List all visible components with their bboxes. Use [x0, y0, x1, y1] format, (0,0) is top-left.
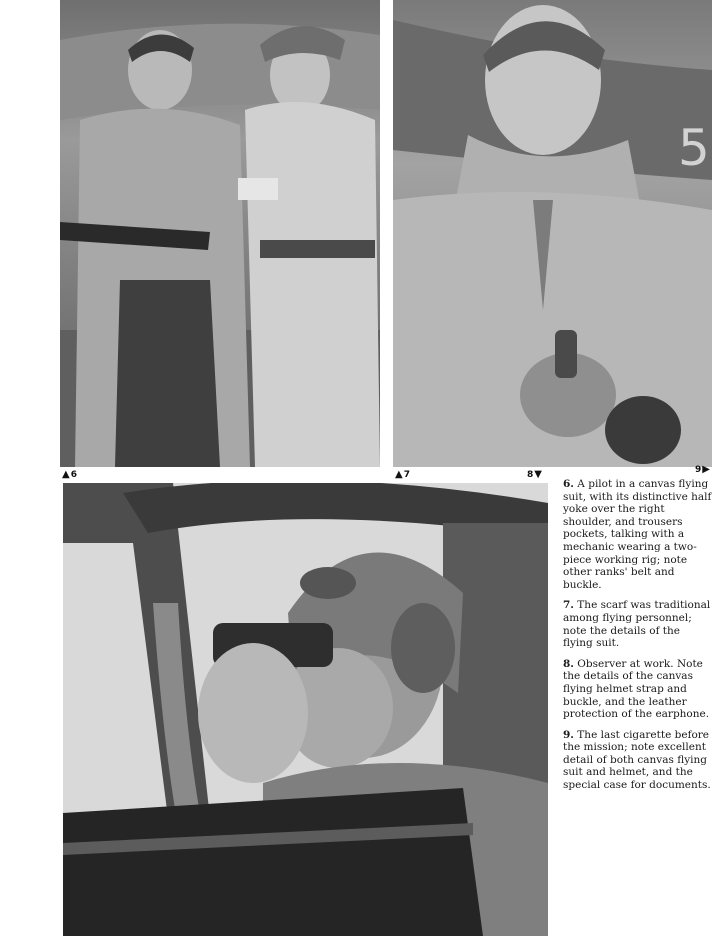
photo-plate-8 — [63, 483, 548, 936]
caption-text: The last cigarette before the mission; note excellent detail of both canvas flying suit and helmet, and the special case for documents. — [563, 728, 711, 792]
triangle-up-icon: ▲ — [62, 469, 70, 480]
photo-6-image — [60, 0, 380, 467]
plate-marker-6 — [62, 470, 77, 480]
caption-plate-6 — [563, 478, 712, 591]
caption-plate-9 — [563, 729, 712, 792]
caption-number: 6. — [563, 478, 574, 490]
photo-plate-6 — [60, 0, 380, 467]
plate-marker-7 — [395, 470, 410, 480]
svg-text:5: 5 — [678, 119, 710, 177]
plate-marker-9 — [695, 465, 710, 475]
caption-number: 7. — [563, 599, 574, 612]
triangle-down-icon: ▼ — [534, 469, 542, 480]
caption-text: The scarf was traditional among flying personnel; note the details of the flying suit. — [563, 599, 711, 650]
caption-text: A pilot in a canvas flying suit, with its distinctive half yoke over the right shoulder, and trousers pockets, talking with a mechanic wearing a two-piece working rig; note other ranks' belt and buckle. — [563, 478, 712, 591]
plate-number: 9 — [695, 465, 702, 475]
caption-plate-8 — [563, 658, 712, 721]
caption-number: 8. — [563, 657, 574, 670]
caption-number: 9. — [563, 728, 574, 741]
plate-marker-8 — [527, 470, 542, 480]
caption-plate-7 — [563, 599, 712, 649]
plate-number: 6 — [70, 470, 77, 480]
photo-8-image — [63, 483, 548, 936]
photo-7-image — [393, 0, 712, 467]
caption-column — [563, 478, 712, 800]
triangle-up-icon: ▲ — [395, 469, 403, 480]
plate-number: 7 — [403, 470, 410, 480]
triangle-right-icon: ▶ — [702, 464, 710, 475]
plate-number: 8 — [527, 470, 534, 480]
caption-text: Observer at work. Note the details of the canvas flying helmet strap and buckle, and the leather protection of the earphone. — [563, 657, 710, 721]
photo-plate-7 — [393, 0, 712, 467]
